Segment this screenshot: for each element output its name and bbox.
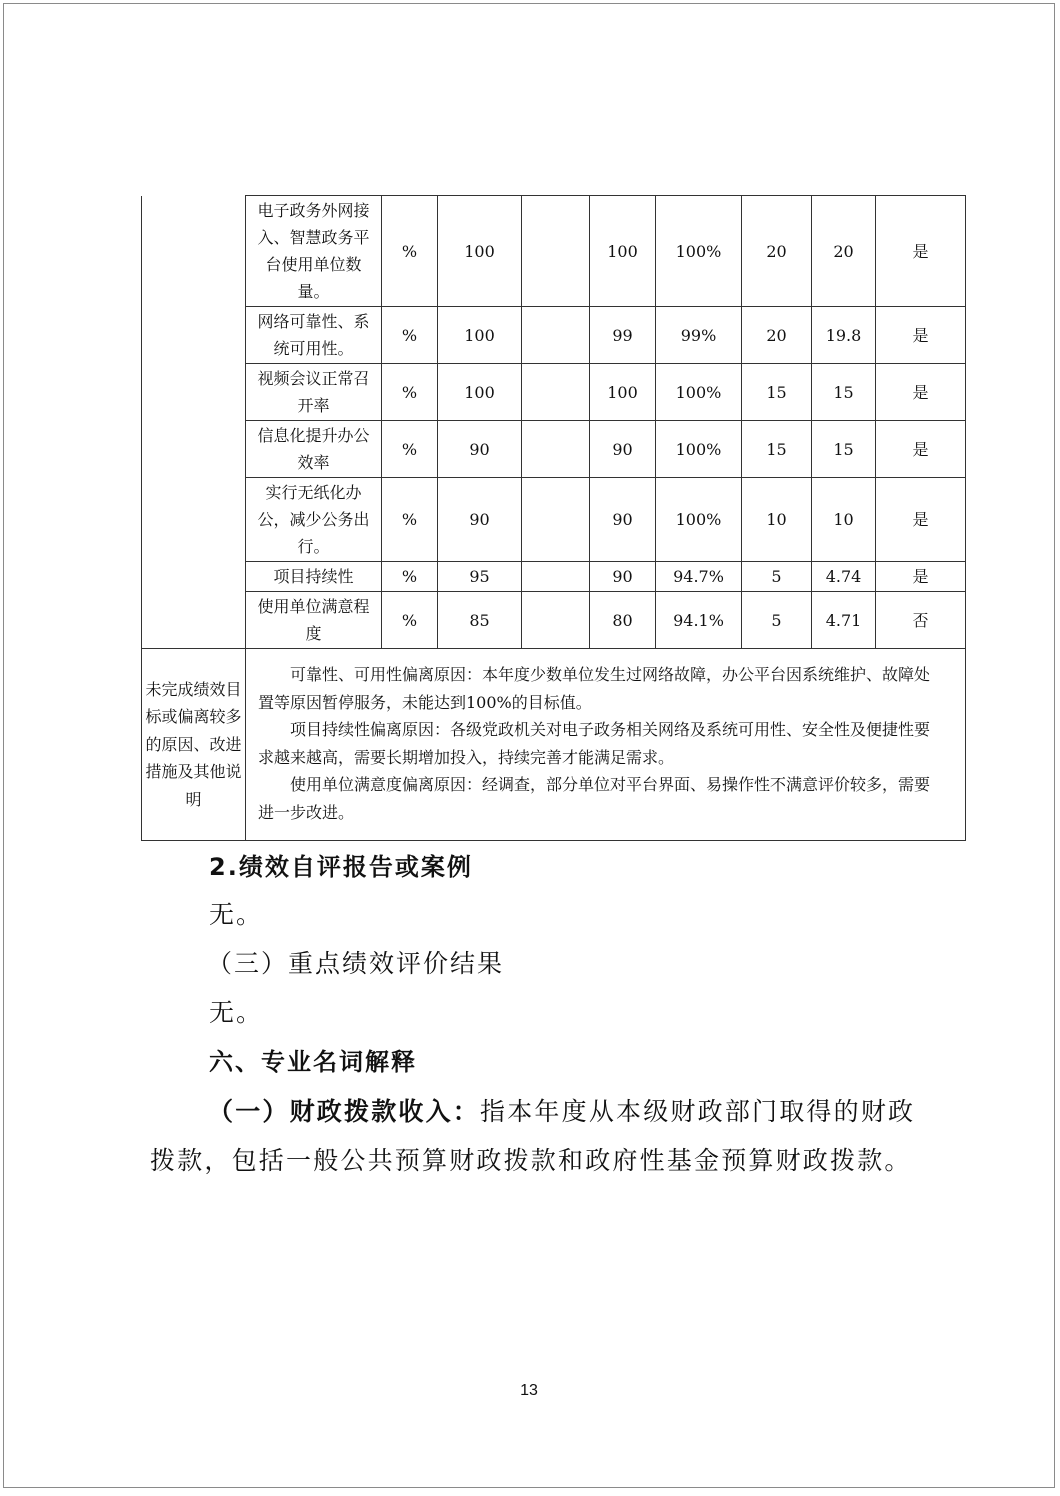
- note-paragraph: 可靠性、可用性偏离原因：本年度少数单位发生过网络故障，办公平台因系统维护、故障处置等原因暂停服务，未能达到100%的目标值。: [258, 665, 931, 712]
- cell-name: 使用单位满意程度: [246, 592, 382, 649]
- table-row: [142, 592, 966, 649]
- cell-actual: 80: [590, 592, 656, 649]
- cell-target: 95: [438, 562, 522, 592]
- cell-blank: [522, 478, 590, 562]
- cell-unit: %: [382, 421, 438, 478]
- cell-actual: 100: [590, 196, 656, 307]
- performance-table: [141, 195, 966, 841]
- cell-done: 否: [876, 592, 966, 649]
- cell-rate: 100%: [656, 196, 742, 307]
- notes-row: [142, 649, 966, 841]
- table-row: [142, 562, 966, 592]
- cell-score: 10: [812, 478, 876, 562]
- cell-target: 100: [438, 196, 522, 307]
- cell-unit: %: [382, 592, 438, 649]
- cell-rate: 99%: [656, 307, 742, 364]
- cell-target: 90: [438, 478, 522, 562]
- heading-self-evaluation: 2.绩效自评报告或案例: [209, 853, 473, 881]
- cell-done: 是: [876, 196, 966, 307]
- cell-unit: %: [382, 562, 438, 592]
- indicator-category-cell: [142, 196, 246, 649]
- cell-name: 项目持续性: [246, 562, 382, 592]
- note-paragraph: 项目持续性偏离原因：各级党政机关对电子政务相关网络及系统可用性、安全性及便捷性要求越来越高，需要长期增加投入，持续完善才能满足需求。: [258, 720, 931, 767]
- cell-blank: [522, 364, 590, 421]
- cell-target: 90: [438, 421, 522, 478]
- term-label: （一）财政拨款收入：: [208, 1097, 481, 1126]
- cell-weight: 5: [742, 592, 812, 649]
- cell-done: 是: [876, 562, 966, 592]
- cell-actual: 90: [590, 421, 656, 478]
- cell-weight: 10: [742, 478, 812, 562]
- cell-score: 20: [812, 196, 876, 307]
- cell-actual: 90: [590, 562, 656, 592]
- cell-weight: 15: [742, 421, 812, 478]
- cell-actual: 99: [590, 307, 656, 364]
- cell-target: 100: [438, 364, 522, 421]
- paragraph-fiscal-income: [150, 1087, 930, 1185]
- cell-done: 是: [876, 307, 966, 364]
- text-none-1: 无。: [209, 900, 264, 929]
- cell-weight: 5: [742, 562, 812, 592]
- heading-terms: 六、专业名词解释: [209, 1048, 417, 1076]
- cell-actual: 100: [590, 364, 656, 421]
- table-row: [142, 364, 966, 421]
- cell-name: 网络可靠性、系统可用性。: [246, 307, 382, 364]
- cell-name: 信息化提升办公效率: [246, 421, 382, 478]
- cell-blank: [522, 307, 590, 364]
- cell-rate: 94.7%: [656, 562, 742, 592]
- cell-rate: 100%: [656, 364, 742, 421]
- cell-done: 是: [876, 421, 966, 478]
- notes-label-cell: 未完成绩效目标或偏离较多的原因、改进措施及其他说明: [142, 649, 246, 841]
- table-row: [142, 196, 966, 307]
- cell-rate: 94.1%: [656, 592, 742, 649]
- cell-unit: %: [382, 196, 438, 307]
- text-none-2: 无。: [209, 998, 264, 1027]
- table-row: [142, 478, 966, 562]
- cell-weight: 20: [742, 196, 812, 307]
- cell-weight: 15: [742, 364, 812, 421]
- cell-rate: 100%: [656, 421, 742, 478]
- cell-name: 实行无纸化办公，减少公务出行。: [246, 478, 382, 562]
- notes-content-cell: [246, 649, 966, 841]
- cell-score: 19.8: [812, 307, 876, 364]
- cell-score: 4.74: [812, 562, 876, 592]
- cell-score: 4.71: [812, 592, 876, 649]
- cell-rate: 100%: [656, 478, 742, 562]
- term-definition: 指本年度从本级财政部门取得的财政拨款，包括一般公共预算财政拨款和政府性基金预算财政拨款。: [150, 1097, 916, 1175]
- cell-blank: [522, 421, 590, 478]
- cell-blank: [522, 196, 590, 307]
- cell-done: 是: [876, 364, 966, 421]
- page-number: 13: [520, 1382, 538, 1399]
- cell-target: 85: [438, 592, 522, 649]
- cell-actual: 90: [590, 478, 656, 562]
- note-paragraph: 使用单位满意度偏离原因：经调查，部分单位对平台界面、易操作性不满意评价较多，需要进一步改进。: [258, 775, 931, 822]
- cell-done: 是: [876, 478, 966, 562]
- cell-name: 电子政务外网接入、智慧政务平台使用单位数量。: [246, 196, 382, 307]
- cell-blank: [522, 562, 590, 592]
- cell-blank: [522, 592, 590, 649]
- heading-key-evaluation: （三）重点绩效评价结果: [207, 949, 505, 978]
- cell-score: 15: [812, 421, 876, 478]
- document-page: [3, 3, 1055, 1488]
- cell-unit: %: [382, 364, 438, 421]
- cell-weight: 20: [742, 307, 812, 364]
- cell-score: 15: [812, 364, 876, 421]
- table-row: [142, 421, 966, 478]
- cell-unit: %: [382, 307, 438, 364]
- table-row: [142, 307, 966, 364]
- cell-target: 100: [438, 307, 522, 364]
- cell-name: 视频会议正常召开率: [246, 364, 382, 421]
- cell-unit: %: [382, 478, 438, 562]
